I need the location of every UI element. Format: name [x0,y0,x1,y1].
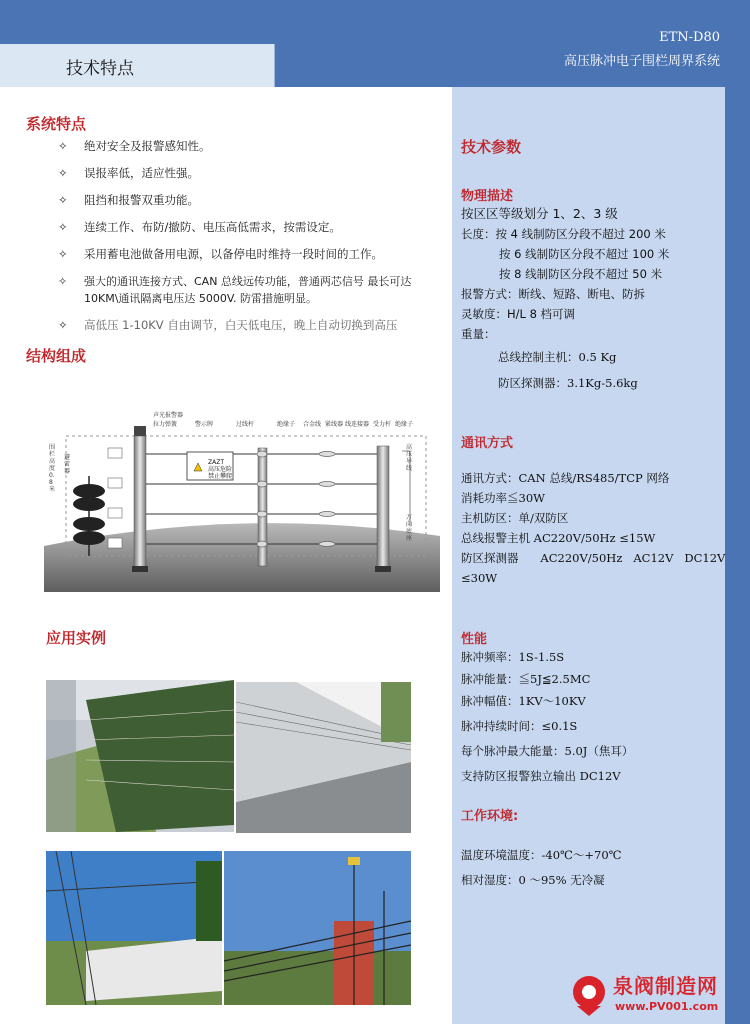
diagram-label: 声光报警器 [153,412,184,419]
env-line: 温度环境温度：-40℃～+70℃ [461,848,622,862]
diamond-bullet-icon: ✧ [58,220,68,234]
fence-photo-3 [46,851,222,1005]
comm-block [461,468,726,588]
list-item: ✧ 绝对安全及报警感知性。 [58,139,211,153]
diagram-label: 绝缘子 [395,421,414,428]
diagram-label: 警示牌 [195,421,214,428]
diagram-label: 紧线器 [325,421,344,428]
application-heading: 应用实例 [46,629,107,647]
structure-heading: 结构组成 [26,347,87,365]
fence-height-label: 围栏高度0.8米 [49,444,56,493]
perf-line: 脉冲能量：≦5J≦2.5MC [461,672,591,686]
features-heading: 系统特点 [26,115,87,133]
env-line: 相对湿度：0 ～95% 无冷凝 [461,873,605,887]
perf-line: 脉冲幅值：1KV～10KV [461,694,586,708]
list-item: ✧ 采用蓄电池做备用电源，以备停电时维持一段时间的工作。 [58,247,383,261]
performance-heading: 性能 [461,632,488,647]
diagram-label: 受力杆 [373,421,392,428]
physical-block [461,204,723,344]
diagram-label: 过线杆 [236,421,255,428]
fence-photo-4 [224,851,411,1005]
diamond-bullet-icon: ✧ [58,193,68,207]
list-item: ✧ 阻挡和报警双重功能。 [58,193,199,207]
site-logo [567,970,737,1020]
perf-line: 脉冲频率：1S-1.5S [461,650,565,664]
logo-url: www.PV001.com [615,1000,719,1013]
tech-params-heading: 技术参数 [461,138,522,156]
physical-heading: 物理描述 [461,189,514,204]
right-edge-band [725,87,750,1024]
comm-heading: 通讯方式 [461,436,514,451]
physical-line: 按区区等级划分 1、2、3 级 [461,206,618,221]
fence-photo-2 [236,682,411,833]
physical-line: 灵敏度：H/L 8 档可调 [461,307,576,321]
hv-wire-label: 高压导线 [406,444,413,472]
comm-line: 主机防区：单/双防区 [461,511,569,525]
diagram-label: 拉力弹簧 [153,421,178,428]
environment-heading: 工作环境: [461,809,519,824]
system-name: 高压脉冲电子围栏周界系统 [563,54,720,69]
arrester-label: 避雷器 [64,454,71,475]
model-number: ETN-D80 [659,30,720,45]
comm-line: ≤30W [461,571,498,585]
diamond-bullet-icon: ✧ [58,275,68,288]
section-title-tab [0,44,275,87]
comm-line: 总线报警主机 AC220V/50Hz ≤15W [461,531,656,545]
list-item: ✧ 误报率低，适应性强。 [58,166,199,180]
section-title: 技术特点 [66,59,134,79]
logo-mark-icon [567,972,611,1016]
physical-line: 报警方式：断线、短路、断电、防拆 [461,287,645,301]
physical-line: 按 6 线制防区分段不超过 100 米 [499,247,670,261]
list-item: ✧ 强大的通讯连接方式、CAN 总线远传功能，普通两芯信号 最长可达 10KM\通讯隔离电压达 5000V. 防雷措施明显。 [58,275,412,305]
physical-line: 长度：按 4 线制防区分段不超过 200 米 [461,227,666,241]
structure-diagram [44,396,440,592]
comm-line: 消耗功率≦30W [461,491,545,505]
diagram-label: 绝缘子 [277,421,296,428]
list-item: ✧ 高低压 1-10KV 自由调节，白天低电压，晚上自动切换到高压 [58,318,398,332]
weight-line: 防区探测器：3.1Kg-5.6kg [498,376,638,390]
physical-line: 重量： [461,327,496,341]
logo-text: 泉阀制造网 [613,974,718,998]
perf-line: 脉冲持续时间：≤0.1S [461,719,578,733]
features-list [58,138,450,344]
performance-block [461,646,723,787]
diamond-bullet-icon: ✧ [58,166,68,180]
environment-block [461,843,723,893]
diagram-label: 线连接器 [345,421,370,428]
perf-line: 每个脉冲最大能量：5.0J（焦耳） [461,744,634,758]
comm-line: 防区探测器 AC220V/50Hz AC12V DC12V [461,551,726,565]
fence-photo-1 [46,680,234,832]
physical-line: 按 8 线制防区分段不超过 50 米 [499,267,663,281]
perf-line: 支持防区报警独立输出 DC12V [461,769,621,783]
diamond-bullet-icon: ✧ [58,139,68,153]
diamond-bullet-icon: ✧ [58,247,68,261]
warning-sign-text: ZAZT 高压危险 禁止攀爬 [208,459,233,480]
list-item: ✧ 连续工作、布防/撤防、电压高低需求，按需设定。 [58,220,341,234]
diamond-bullet-icon: ✧ [58,318,68,332]
comm-line: 通讯方式：CAN 总线/RS485/TCP 网络 [461,471,670,485]
base-label: 万向底座 [406,514,413,542]
weight-line: 总线控制主机：0.5 Kg [498,350,617,364]
diagram-label: 合金线 [303,421,322,428]
weight-block [498,344,718,396]
